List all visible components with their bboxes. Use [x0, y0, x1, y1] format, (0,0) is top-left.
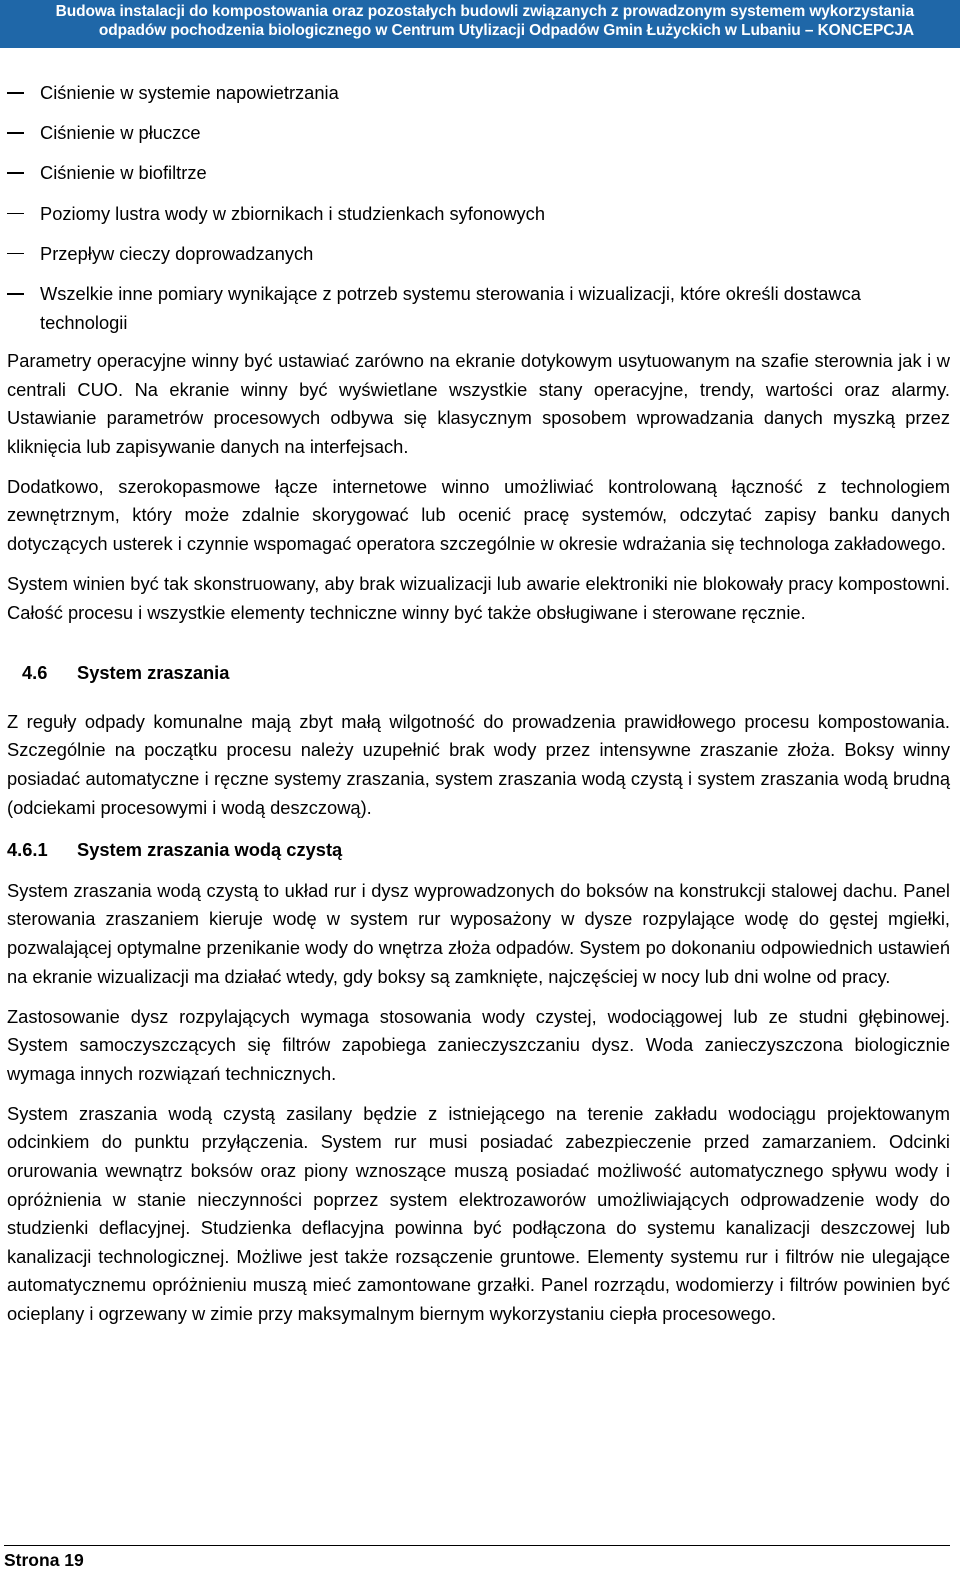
list-item: Ciśnienie w systemie napowietrzania — [7, 79, 950, 108]
paragraph: Zastosowanie dysz rozpylających wymaga stosowania wody czystej, wodociągowej lub ze studni głębinowej. System samoczyszczących się filtrów zapobiega zanieczyszczaniu dysz. Woda zanieczyszczona biologicznie wymaga innych rozwiązań technicznych. — [7, 1005, 950, 1084]
dash-bullet-icon — [7, 172, 24, 174]
list-item: Wszelkie inne pomiary wynikające z potrzeb systemu sterowania i wizualizacji, które określi dostawca technologii — [7, 280, 950, 337]
section-number: 4.6.1 — [7, 839, 48, 861]
list-item: Ciśnienie w płuczce — [7, 119, 950, 148]
paragraph: Parametry operacyjne winny być ustawiać zarówno na ekranie dotykowym usytuowanym na szafie sterownia jak i w centrali CUO. Na ekranie winny być wyświetlane wszystkie stany operacyjne, trendy, wartości oraz alarmy. Ustawianie parametrów procesowych odbywa się klasycznym sposobem wprowadzania danych myszką przez kliknięcia lub zapisywanie danych na interfejsach. — [7, 350, 950, 457]
measurement-list — [7, 79, 950, 337]
section-number: 4.6 — [22, 662, 48, 684]
list-item: Ciśnienie w biofiltrze — [7, 159, 950, 188]
header-line-2: odpadów pochodzenia biologicznego w Centrum Utylizacji Odpadów Gmin Łużyckich w Lubaniu – KONCEPCJA — [98, 22, 914, 39]
document-body — [7, 79, 950, 1340]
section-heading-4-6-1 — [7, 836, 950, 865]
section-title: System zraszania wodą czystą — [77, 839, 343, 861]
list-item: Poziomy lustra wody w zbiornikach i studzienkach syfonowych — [7, 200, 950, 229]
document-header — [0, 0, 960, 48]
dash-bullet-icon — [7, 92, 24, 94]
paragraph: Dodatkowo, szerokopasmowe łącze internetowe winno umożliwiać kontrolowaną łączność z technologiem zewnętrznym, który może zdalnie skorygować lub ocenić pracę systemów, odczytać zapisy banku danych dotyczących usterek i czynnie wspomagać operatora szczególnie w okresie wdrażania się technologa zakładowego. — [7, 475, 950, 555]
dash-bullet-icon — [7, 213, 24, 215]
paragraph: Z reguły odpady komunalne mają zbyt małą wilgotność do prowadzenia prawidłowego procesu kompostowania. Szczególnie na początku procesu należy uzupełnić brak wody przez intensywne zraszanie złoża. Boksy winny posiadać automatyczne i ręczne systemy zraszania, system zraszania wodą czystą i system zraszania wodą brudną (odciekami procesowymi i wodą deszczową). — [7, 710, 950, 818]
paragraph: System zraszania wodą czystą zasilany będzie z istniejącego na terenie zakładu wodociągu projektowanym odcinkiem do punktu przyłączenia. System rur musi posiadać zabezpieczenie przed zamarzaniem. Odcinki orurowania wewnątrz boksów oraz piony wznoszące muszą posiadać możliwość automatycznego spływu wody i opróżnienia w stanie nieczynności poprzez system elektrozaworów umożliwiających odprowadzenie wody do studzienki deflacyjnej. Studzienka deflacyjna powinna być podłączona do systemu kanalizacji deszczowej lub kanalizacji technologicznej. Możliwe jest także rozsączenie gruntowe. Elementy systemu rur i filtrów nie ulegające automatycznemu opróżnieniu muszą mieć zamontowane grzałki. Panel rozrządu, wodomierzy i filtrów powinien być ocieplany i ogrzewany w zimie przy maksymalnym biernym wykorzystaniu ciepła procesowego. — [7, 1102, 950, 1324]
paragraph: System winien być tak skonstruowany, aby brak wizualizacji lub awarie elektroniki nie blokowały pracy kompostowni. Całość procesu i wszystkie elementy techniczne winny być także obsługiwane i sterowane ręcznie. — [7, 573, 950, 623]
header-line-1: Budowa instalacji do kompostowania oraz pozostałych budowli związanych z prowadzonym systemem wykorzystania — [55, 3, 914, 20]
list-item: Przepływ cieczy doprowadzanych — [7, 240, 950, 269]
dash-bullet-icon — [7, 293, 24, 295]
paragraph: System zraszania wodą czystą to układ rur i dysz wyprowadzonych do boksów na konstrukcji stalowej dachu. Panel sterowania zraszaniem kieruje wodę w system rur wyposażony w dysze rozpylające wodę do gęstej mgiełki, pozwalającej optymalne przenikanie wody do wnętrza złoża odpadów. System po dokonaniu odpowiednich ustawień na ekranie wizualizacji ma działać wtedy, gdy boksy są zamknięte, najczęściej w nocy lub dni wolne od pracy. — [7, 879, 950, 987]
section-heading-4-6 — [7, 659, 950, 688]
dash-bullet-icon — [7, 132, 24, 134]
page-footer — [4, 1545, 950, 1571]
page-number: Strona 19 — [4, 1550, 84, 1570]
section-title: System zraszania — [77, 662, 230, 684]
dash-bullet-icon — [7, 253, 24, 255]
